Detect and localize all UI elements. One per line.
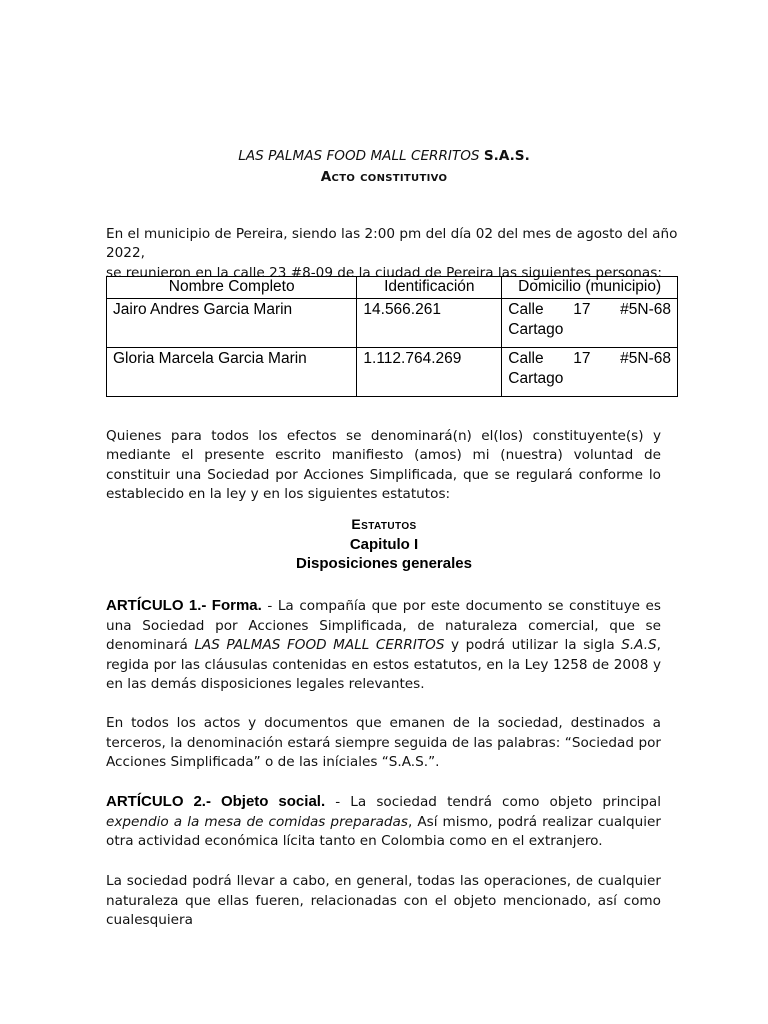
address-street: Calle bbox=[508, 301, 544, 318]
cell-id: 14.566.261 bbox=[357, 299, 502, 348]
article-2-paragraph bbox=[106, 792, 661, 852]
disposiciones-heading: Disposiciones generales bbox=[296, 555, 472, 572]
estatutos-heading: Estatutos bbox=[351, 516, 417, 532]
article-1-text-a: - La compañía que por este documento se constituye es una Sociedad por Acciones Simplificada, de naturaleza comercial, que se denominará bbox=[106, 598, 661, 654]
article-1-text-c: , regida por las cláusulas contenidas en estos estatutos, en la Ley 1258 de 2008 y en las demás disposiciones legales relevantes. bbox=[106, 637, 661, 693]
cell-name: Jairo Andres Garcia Marin bbox=[107, 299, 357, 348]
header-nombre: Nombre Completo bbox=[107, 277, 357, 299]
article-1-label: ARTÍCULO 1.- Forma. bbox=[106, 597, 262, 614]
address-city: Cartago bbox=[508, 370, 564, 387]
table-header-row bbox=[107, 277, 678, 299]
header-identificacion: Identificación bbox=[357, 277, 502, 299]
intro-line-1: En el municipio de Pereira, siendo las 2:00 pm del día 02 del mes de agosto del año 2022, bbox=[106, 226, 678, 262]
header-domicilio: Domicilio (municipio) bbox=[502, 277, 678, 299]
document-title bbox=[0, 146, 768, 166]
table-row bbox=[107, 299, 678, 348]
address-number: 17 bbox=[573, 301, 591, 318]
article-2-label: ARTÍCULO 2.- Objeto social. bbox=[106, 793, 326, 810]
article-2-text-a: - La sociedad tendrá como objeto principal bbox=[325, 794, 661, 810]
article-1-company-name: LAS PALMAS FOOD MALL CERRITOS bbox=[194, 637, 445, 654]
intro-line-2: se reunieron en la calle 23 #8-09 de la ciudad de Pereira las siguientes personas: bbox=[106, 264, 662, 281]
article-1-text-b: y podrá utilizar la sigla bbox=[444, 637, 622, 654]
address-line bbox=[508, 349, 671, 369]
address-code: #5N-68 bbox=[620, 301, 671, 318]
address-number: 17 bbox=[573, 350, 591, 367]
article-1-sigla: S.A.S bbox=[621, 637, 657, 654]
document-subtitle: Acto constitutivo bbox=[320, 169, 448, 185]
address-street: Calle bbox=[508, 350, 544, 367]
cell-id: 1.112.764.269 bbox=[357, 348, 502, 397]
address-line bbox=[508, 300, 671, 320]
address-city: Cartago bbox=[508, 321, 564, 338]
constituents-table bbox=[106, 276, 678, 397]
capitulo-heading: Capitulo I bbox=[349, 536, 419, 553]
cell-name: Gloria Marcela Garcia Marin bbox=[107, 348, 357, 397]
cell-address bbox=[502, 299, 678, 348]
final-paragraph: La sociedad podrá llevar a cabo, en general, todas las operaciones, de cualquier naturaleza que ellas fueren, relacionadas con el objeto mencionado, así como cualesquiera bbox=[106, 873, 661, 929]
article-2-objeto: expendio a la mesa de comidas preparadas bbox=[106, 813, 408, 830]
table-row bbox=[107, 348, 678, 397]
cell-address bbox=[502, 348, 678, 397]
article-1-paragraph bbox=[106, 596, 661, 695]
quienes-paragraph: Quienes para todos los efectos se denominará(n) el(los) constituyente(s) y mediante el presente escrito manifiesto (amos) mi (nuestra) voluntad de constituir una Sociedad por Acciones Simplificada, que se regulará conforme lo establecido en la ley y en los siguientes estatutos: bbox=[106, 428, 661, 502]
address-code: #5N-68 bbox=[620, 350, 671, 367]
intro-paragraph bbox=[106, 225, 686, 283]
company-type: S.A.S. bbox=[483, 148, 530, 164]
actos-paragraph: En todos los actos y documentos que emanen de la sociedad, destinados a terceros, la denominación estará siempre seguida de las palabras: “Sociedad por Acciones Simplificada” o de las iníciales “S.A.S.”. bbox=[106, 715, 661, 771]
article-2-text-b: , Así mismo, podrá realizar cualquier otra actividad económica lícita tanto en Colombia como en el extranjero. bbox=[106, 813, 661, 850]
company-name: LAS PALMAS FOOD MALL CERRITOS bbox=[238, 148, 480, 164]
